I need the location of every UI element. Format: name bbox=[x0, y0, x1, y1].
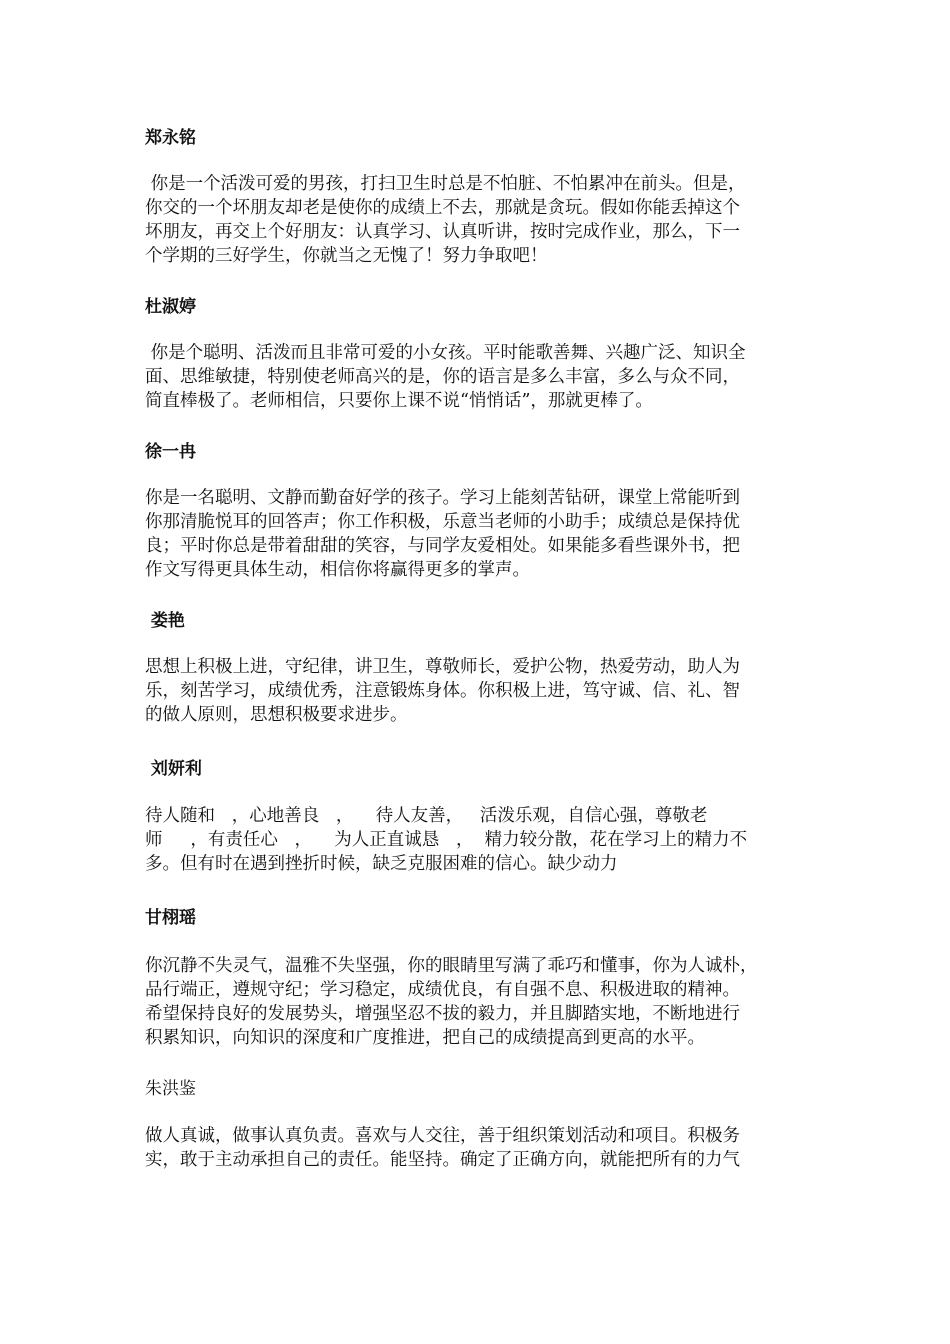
comment-line: 良；平时你总是带着甜甜的笑容，与同学友爱相处。如果能多看些课外书，把 bbox=[145, 536, 740, 556]
comment-line: 积累知识，向知识的深度和广度推进，把自己的成绩提高到更高的水平。 bbox=[145, 1028, 705, 1048]
comment-line: 做人真诚，做事认真负责。喜欢与人交往，善于组织策划活动和项目。积极务 bbox=[145, 1126, 740, 1146]
student-name: 徐一冉 bbox=[145, 442, 196, 462]
comment-line: 面、思维敏捷，特别使老师高兴的是，你的语言是多么丰富，多么与众不同， bbox=[145, 367, 740, 387]
student-name: 娄艳 bbox=[145, 611, 185, 631]
comment-line: 你那清脆悦耳的回答声；你工作积极，乐意当老师的小助手；成绩总是保持优 bbox=[145, 512, 740, 532]
document-page bbox=[145, 0, 835, 1344]
comment-line: 你是一个活泼可爱的男孩，打扫卫生时总是不怕脏、不怕累冲在前头。但是， bbox=[145, 174, 746, 194]
comment-paragraph bbox=[145, 804, 815, 876]
comment-line: 你交的一个坏朋友却老是使你的成绩上不去，那就是贪玩。假如你能丢掉这个 bbox=[145, 198, 740, 218]
comment-line: 待人随和 ，心地善良 ， 待人友善， 活泼乐观，自信心强，尊敬老 bbox=[145, 806, 708, 826]
comment-line: 希望保持良好的发展势头，增强坚忍不拔的毅力，并且脚踏实地，不断地进行 bbox=[145, 1004, 740, 1024]
comment-line: 坏朋友，再交上个好朋友：认真学习、认真听讲，按时完成作业，那么，下一 bbox=[145, 222, 740, 242]
comment-line: 实，敢于主动承担自己的责任。能坚持。确定了正确方向，就能把所有的力气 bbox=[145, 1150, 740, 1170]
student-name: 朱洪鉴 bbox=[145, 1079, 196, 1099]
comment-line: 思想上积极上进，守纪律，讲卫生，尊敬师长，爱护公物，热爱劳动，助人为 bbox=[145, 657, 740, 677]
comment-line: 师 ，有责任心 ， 为人正直诚恳 ， 精力较分散，花在学习上的精力不 bbox=[145, 830, 748, 850]
student-name: 刘妍利 bbox=[145, 759, 202, 779]
comment-line: 个学期的三好学生，你就当之无愧了！努力争取吧！ bbox=[145, 246, 548, 266]
comment-line: 品行端正，遵规守纪；学习稳定，成绩优良，有自强不息、积极进取的精神。 bbox=[145, 980, 740, 1000]
comment-line: 多。但有时在遇到挫折时候，缺乏克服困难的信心。缺少动力 bbox=[145, 854, 618, 874]
comment-paragraph bbox=[145, 172, 815, 268]
comment-paragraph bbox=[145, 1124, 815, 1172]
comment-paragraph bbox=[145, 486, 815, 582]
comment-line: 你沉静不失灵气，温雅不失坚强，你的眼睛里写满了乖巧和懂事，你为人诚朴， bbox=[145, 956, 758, 976]
comment-line: 作文写得更具体生动，相信你将赢得更多的掌声。 bbox=[145, 560, 530, 580]
student-name: 甘栩瑶 bbox=[145, 908, 196, 928]
comment-paragraph bbox=[145, 341, 815, 413]
student-name: 杜淑婷 bbox=[145, 297, 196, 317]
comment-paragraph bbox=[145, 655, 815, 727]
student-name: 郑永铭 bbox=[145, 128, 196, 148]
comment-paragraph bbox=[145, 954, 815, 1050]
comment-line: 简直棒极了。老师相信，只要你上课不说“悄悄话”，那就更棒了。 bbox=[145, 391, 653, 411]
comment-line: 乐，刻苦学习，成绩优秀，注意锻炼身体。你积极上进，笃守诚、信、礼、智 bbox=[145, 681, 740, 701]
comment-line: 你是一名聪明、文静而勤奋好学的孩子。学习上能刻苦钻研，课堂上常能听到 bbox=[145, 488, 740, 508]
comment-line: 的做人原则，思想积极要求进步。 bbox=[145, 705, 408, 725]
comment-line: 你是个聪明、活泼而且非常可爱的小女孩。平时能歌善舞、兴趣广泛、知识全 bbox=[145, 343, 746, 363]
